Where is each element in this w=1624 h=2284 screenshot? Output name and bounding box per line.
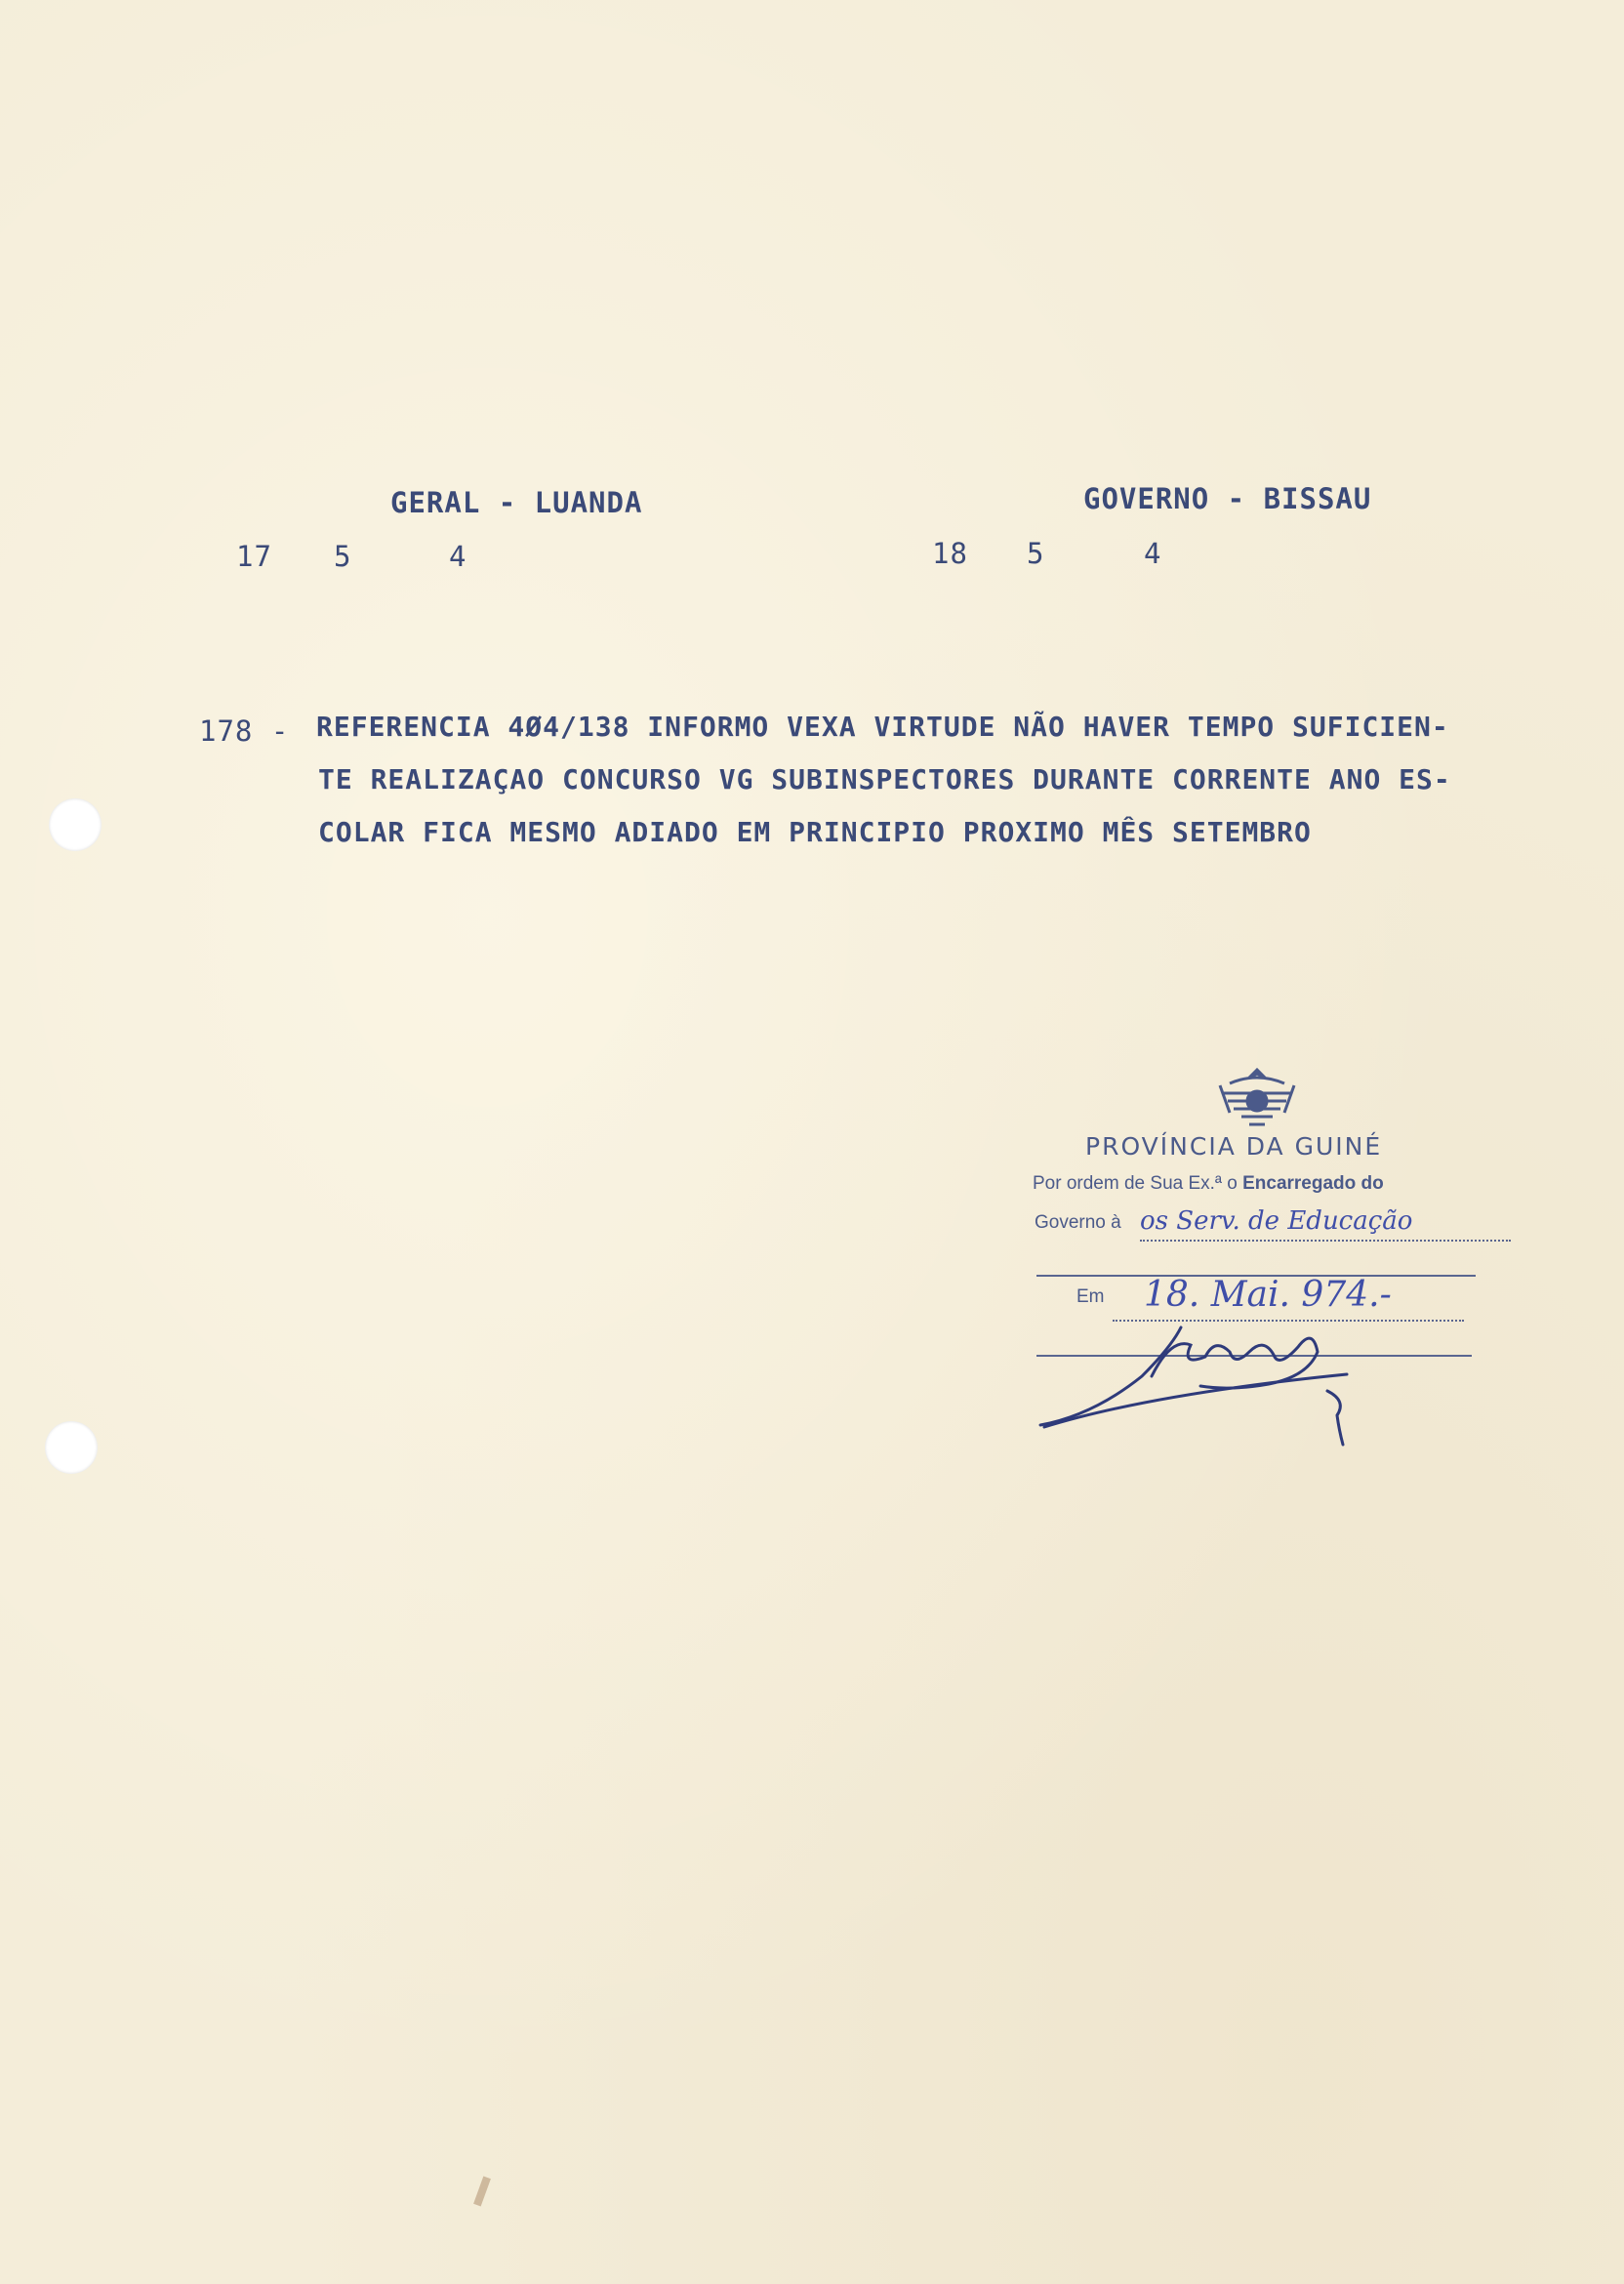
handwritten-department: os Serv. de Educação (1140, 1206, 1413, 1236)
punch-hole (45, 1421, 98, 1474)
right-date-day: 18 (932, 537, 968, 570)
left-header-title: GERAL - LUANDA (390, 486, 643, 519)
coat-of-arms-icon (1210, 1064, 1304, 1132)
left-date-day: 17 (236, 540, 272, 573)
left-date-year: 4 (449, 540, 467, 573)
stamp-order-prefix: Por ordem de Sua Ex.ª o (1033, 1173, 1243, 1194)
left-date-month: 5 (334, 540, 352, 573)
right-date-year: 4 (1144, 537, 1162, 570)
punch-hole (49, 798, 102, 851)
stamp-title: PROVÍNCIA DA GUINÉ (1085, 1132, 1383, 1161)
right-header-title: GOVERNO - BISSAU (1083, 482, 1372, 515)
right-date-month: 5 (1027, 537, 1045, 570)
signature-icon (1035, 1308, 1386, 1454)
stamp-governo-prefix: Governo à (1035, 1212, 1121, 1233)
stamp-underline (1140, 1240, 1511, 1242)
message-line: TE REALIZAÇAO CONCURSO VG SUBINSPECTORES DURANTE CORRENTE ANO ES- (318, 763, 1451, 795)
paper-stain (473, 2177, 491, 2207)
stamp-order-bold: Encarregado do (1242, 1173, 1384, 1194)
stamp-date-label: Em (1076, 1286, 1105, 1307)
stamp-governo-line (1035, 1212, 1121, 1234)
stamp-order-line (1033, 1173, 1384, 1195)
message-number: 178 - (199, 714, 290, 748)
handwritten-date: 18. Mai. 974.- (1144, 1275, 1392, 1315)
message-line: REFERENCIA 4Ø4/138 INFORMO VEXA VIRTUDE NÃO HAVER TEMPO SUFICIEN- (316, 711, 1449, 743)
message-line: COLAR FICA MESMO ADIADO EM PRINCIPIO PROXIMO MÊS SETEMBRO (318, 816, 1312, 848)
